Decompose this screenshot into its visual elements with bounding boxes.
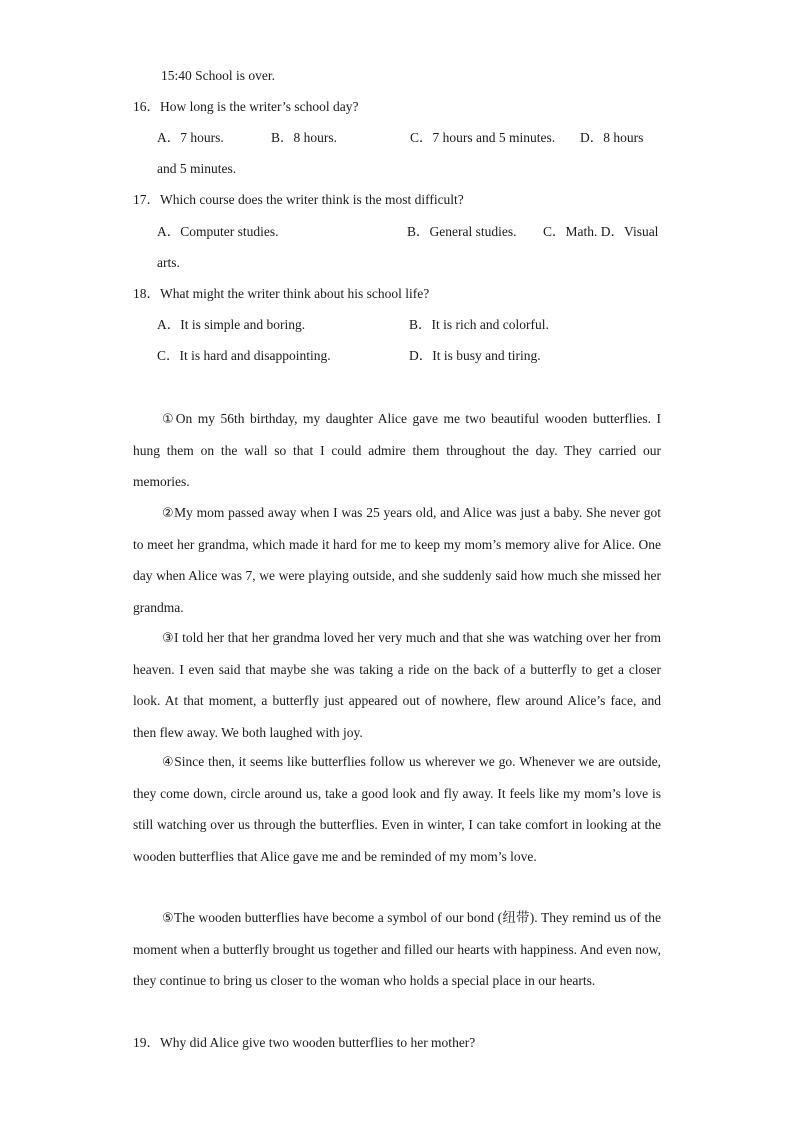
question-17 <box>133 190 464 210</box>
question-19 <box>133 1033 475 1053</box>
paragraph-marker: ① <box>162 412 176 427</box>
question-text: Why did Alice give two wooden butterflies to her mother? <box>160 1035 476 1050</box>
option-17-b: B．General studies. <box>407 224 517 239</box>
paragraph-text: I told her that her grandma loved her very much and that she was watching over her from heaven. I even said that maybe she was taking a ride on the back of a butterfly to get a closer look. At that moment, a butterfly just appeared out of nowhere, flew around Alice’s face, and then flew away. We both laughed with joy. <box>133 630 661 740</box>
paragraph-text: My mom passed away when I was 25 years old, and Alice was just a baby. She never got to meet her grandma, which made it hard for me to keep my mom’s memory alive for Alice. One day when Alice was 7, we were playing outside, and she suddenly said how much she missed her grandma. <box>133 505 662 615</box>
paragraph-marker: ⑤ <box>162 911 174 926</box>
option-16-d: D．8 hours <box>580 130 644 145</box>
paragraph-text: The wooden butterflies have become a symbol of our bond (纽带). They remind us of the moment when a butterfly brought us together and filled our hearts with happiness. And even now, they continue to bring us closer to the woman who holds a special place in our hearts. <box>133 910 661 989</box>
option-16-d-continued: and 5 minutes. <box>157 161 237 176</box>
option-17-cd: C．Math. D．Visual <box>543 224 659 239</box>
passage-paragraph-5 <box>133 902 661 997</box>
option-17-a: A．Computer studies. <box>157 224 279 239</box>
question-text: How long is the writer’s school day? <box>160 99 359 114</box>
question-text: Which course does the writer think is the most difficult? <box>160 192 464 207</box>
paragraph-marker: ③ <box>162 631 174 646</box>
paragraph-text: Since then, it seems like butterflies follow us wherever we go. Whenever we are outside, they come down, circle around us, take a good look and fly away. It feels like my mom’s love is still watching over us through the butterflies. Even in winter, I can take comfort in looking at the wooden butterflies that Alice gave me and be reminded of my mom’s love. <box>133 754 661 864</box>
option-18-d: D．It is busy and tiring. <box>409 348 541 363</box>
question-number: 16． <box>133 99 160 114</box>
question-number: 18． <box>133 286 160 301</box>
question-text: What might the writer think about his school life? <box>160 286 430 301</box>
option-18-c: C．It is hard and disappointing. <box>157 348 331 363</box>
question-number: 19． <box>133 1035 160 1050</box>
paragraph-text: On my 56th birthday, my daughter Alice gave me two beautiful wooden butterflies. I hung them on the wall so that I could admire them throughout the day. They carried our memories. <box>133 411 661 490</box>
question-18 <box>133 284 429 304</box>
passage-paragraph-2 <box>133 497 661 623</box>
passage-paragraph-3 <box>133 622 661 748</box>
question-number: 17． <box>133 192 160 207</box>
option-18-b: B．It is rich and colorful. <box>409 317 549 332</box>
option-17-d-continued: arts. <box>157 255 180 270</box>
paragraph-marker: ② <box>162 506 175 521</box>
passage-paragraph-4 <box>133 746 661 872</box>
option-16-a: A．7 hours. <box>157 130 224 145</box>
paragraph-marker: ④ <box>162 755 175 770</box>
schedule-line: 15:40 School is over. <box>161 68 275 83</box>
question-16 <box>133 97 358 117</box>
option-16-c: C．7 hours and 5 minutes. <box>410 130 556 145</box>
option-18-a: A．It is simple and boring. <box>157 317 306 332</box>
passage-paragraph-1 <box>133 403 661 498</box>
option-16-b: B．8 hours. <box>271 130 338 145</box>
